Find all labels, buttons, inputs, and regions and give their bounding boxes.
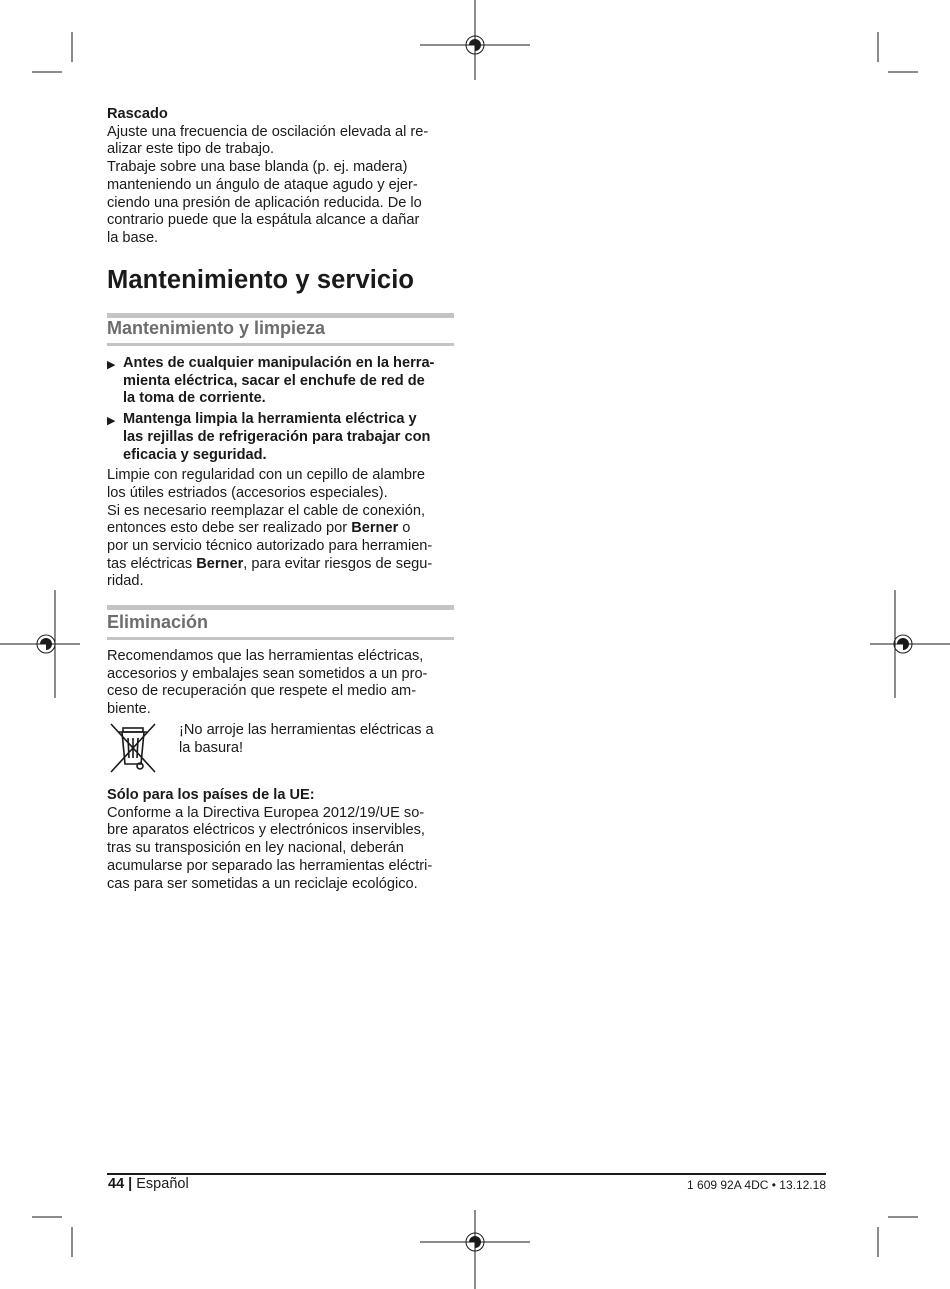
text-line: alizar este tipo de trabajo. [107,141,275,158]
text-line: mienta eléctrica, sacar el enchufe de red de [123,372,425,389]
text-line: bre aparatos eléctricos y electrónicos inservibles, [107,822,425,839]
text-line: Recomendamos que las herramientas eléctricas, [107,648,424,664]
text-line: por un servicio técnico autorizado para herramien- [107,538,433,555]
text-line: ridad. [107,573,144,590]
triangle-bullet-icon: ▶ [107,415,116,428]
text-line: contrario puede que la espátula alcance a dañar [107,212,420,229]
text-line: tras su transposición en ley nacional, deberán [107,840,404,857]
text-line: la base. [107,229,159,246]
text-line: las rejillas de refrigeración para trabajar con [123,428,431,445]
text-line: o [398,520,411,537]
brand-name: Berner [351,520,399,537]
brand-name: Berner [196,555,244,572]
eu-heading: Sólo para los países de la UE: [107,787,315,803]
text-line: la toma de corriente. [123,390,266,407]
text-line: Si es necesario reemplazar el cable de conexión, [107,502,425,519]
text-line: biente. [107,701,151,718]
rascado-heading: Rascado [107,106,168,122]
text-line: Conforme a la Directiva Europea 2012/19/UE so- [107,804,425,821]
maintenance-heading: Mantenimiento y limpieza [107,318,326,338]
text-line: Trabaje sobre una base blanda (p. ej. madera) [107,159,408,176]
text-line: la basura! [179,739,244,756]
footer-separator: | [128,1176,133,1192]
text-line: acumularse por separado las herramientas eléctri- [107,857,433,874]
section-title: Mantenimiento y servicio [107,266,415,294]
text-line: accesorios y embalajes sean sometidos a un pro- [107,665,428,682]
text-line: ceso de recuperación que respete el medio am- [107,683,417,700]
triangle-bullet-icon: ▶ [107,359,116,371]
footer-language: Español [136,1176,189,1192]
text-line: Mantenga limpia la herramienta eléctrica y [123,411,417,428]
disposal-heading: Eliminación [107,612,209,632]
text-line: Limpie con regularidad con un cepillo de alambre [107,467,426,484]
footer-doc-code: 1 609 92A 4DC • 13.12.18 [687,1178,826,1192]
text-line: , para evitar riesgos de segu- [243,555,433,572]
text-line: Ajuste una frecuencia de oscilación elevada al re- [107,123,429,140]
page-number: 44 [108,1176,125,1192]
text-line: entonces esto debe ser realizado por [107,520,352,537]
text-line: manteniendo un ángulo de ataque agudo y ejer- [107,176,418,193]
text-line: cas para ser sometidas a un reciclaje ecológico. [107,875,418,892]
text-line: los útiles estriados (accesorios especiales). [107,484,388,501]
text-line: tas eléctricas [107,555,197,572]
text-line: ciendo una presión de aplicación reducida. De lo [107,194,422,211]
text-line: Antes de cualquier manipulación en la herra- [123,355,435,371]
text-line: eficacia y seguridad. [123,446,267,463]
text-line: ¡No arroje las herramientas eléctricas a [179,722,434,738]
